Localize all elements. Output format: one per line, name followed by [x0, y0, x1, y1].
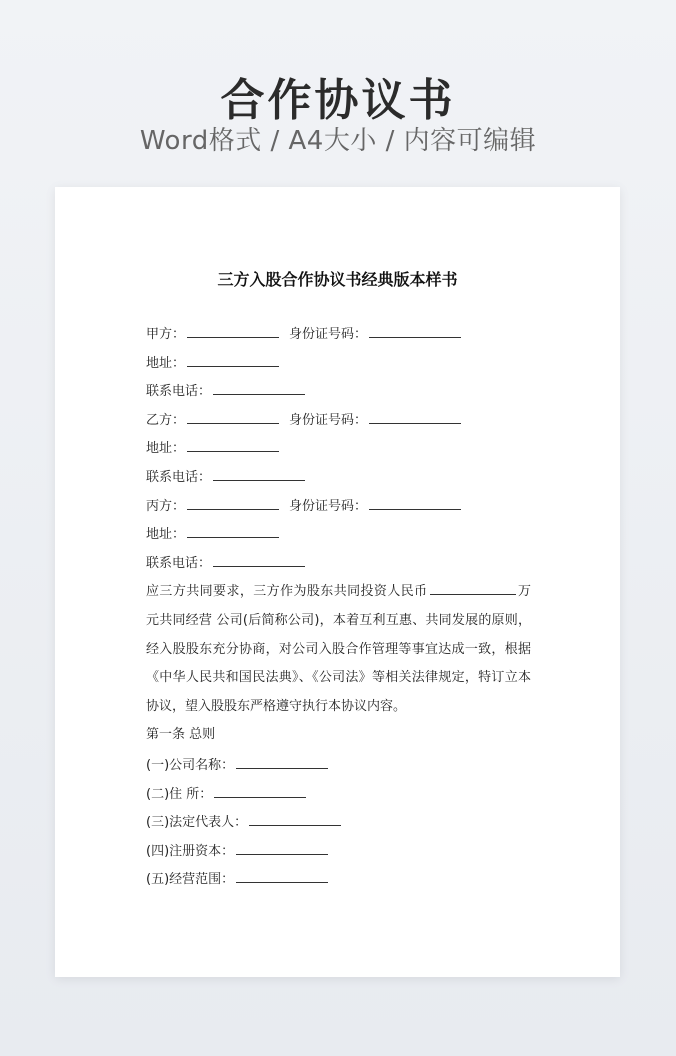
item-label: (四)注册资本： [146, 843, 235, 859]
party-a-address-line [146, 348, 531, 377]
party-b-id-label: 身份证号码： [289, 412, 368, 428]
party-b-label: 乙方： [146, 412, 186, 428]
item-blank [214, 779, 306, 798]
item-blank [236, 836, 328, 855]
item-blank [249, 807, 341, 826]
preamble-text-2: 万元共同经营 公司(后简称公司)，本着互利互惠、共同发展的原则，经入股股东充分协商，对公司入股合作管理等事宜达成一致，根据《中华人民共和国民法典》、《公司法》等相关法律规定，特订立本协议，望入股股东严格遵守执行本协议内容。 [146, 584, 531, 714]
item-blank [236, 750, 328, 769]
party-a-name-blank [187, 319, 279, 338]
party-c-address-blank [187, 519, 279, 538]
party-a-address-label: 地址： [146, 355, 186, 371]
party-b-phone-blank [213, 462, 305, 481]
party-c-phone-label: 联系电话： [146, 555, 212, 571]
party-c-line [146, 491, 531, 520]
party-c-address-label: 地址： [146, 527, 186, 543]
article-1-heading: 第一条 总则 [146, 727, 216, 743]
party-a-id-label: 身份证号码： [289, 327, 368, 342]
party-c-phone-line [146, 548, 531, 577]
item-label: (五)经营范围： [146, 872, 235, 888]
party-c-id-blank [369, 491, 461, 510]
party-b-address-label: 地址： [146, 441, 186, 457]
item-address [146, 779, 531, 808]
party-c-address-line [146, 519, 531, 548]
item-blank [236, 864, 328, 883]
preamble-text-1: 应三方共同要求，三方作为股东共同投资人民币 [146, 584, 428, 600]
party-a-phone-line [146, 376, 531, 405]
preamble-paragraph [146, 576, 531, 721]
party-c-phone-blank [213, 548, 305, 567]
party-a-phone-label: 联系电话： [146, 384, 212, 400]
party-b-address-blank [187, 433, 279, 452]
item-label: (一)公司名称： [146, 757, 235, 773]
party-c-name-blank [187, 491, 279, 510]
party-b-id-blank [369, 405, 461, 424]
item-business-scope [146, 864, 531, 893]
party-b-address-line [146, 433, 531, 462]
party-a-address-blank [187, 348, 279, 367]
item-legal-representative [146, 807, 531, 836]
party-b-line [146, 405, 531, 434]
item-company-name [146, 750, 531, 779]
investment-amount-blank [430, 576, 516, 595]
page-title: 合作协议书 [220, 75, 456, 126]
document-title: 三方入股合作协议书经典版本样书 [217, 270, 458, 289]
item-label: (二)住 所： [146, 786, 213, 802]
party-b-phone-line [146, 462, 531, 491]
party-b-name-blank [187, 405, 279, 424]
page-subtitle: Word格式 / A4大小 / 内容可编辑 [139, 126, 537, 156]
party-b-phone-label: 联系电话： [146, 469, 212, 485]
party-a-id-blank [369, 319, 461, 338]
party-c-label: 丙方： [146, 498, 186, 514]
item-label: (三)法定代表人： [146, 815, 248, 831]
party-a-label: 甲方： [146, 327, 186, 342]
party-a-line [146, 319, 531, 348]
item-registered-capital [146, 836, 531, 865]
document-body [146, 319, 531, 893]
party-c-id-label: 身份证号码： [289, 498, 368, 514]
party-a-phone-blank [213, 376, 305, 395]
document-page [55, 187, 620, 977]
